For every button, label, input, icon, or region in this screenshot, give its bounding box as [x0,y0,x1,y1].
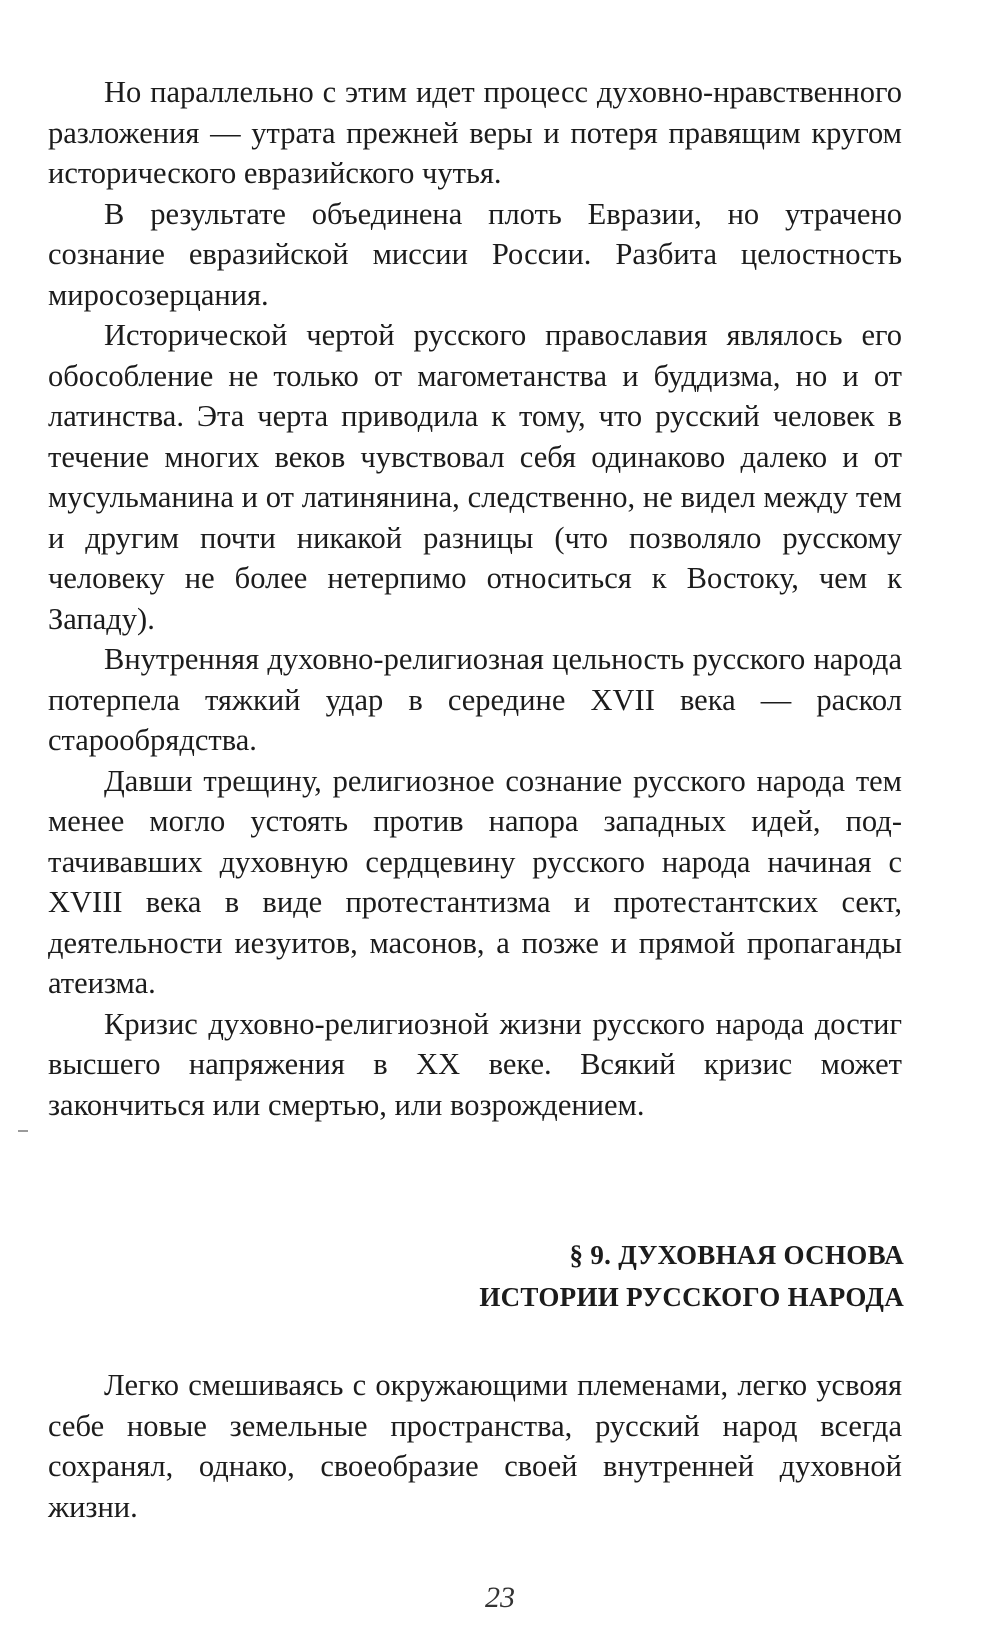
section-heading [479,1234,904,1318]
paragraph: Кризис духовно-религиозной жизни русского народа достиг высшего напряжения в XX веке. Всякий кризис может закончиться или смертью, или возрождением. [48,1006,902,1122]
paragraph: Исторической чертой русского православия являлось его обособление не только от магометанства и буддизма, но и от латинства. Эта черта приводила к тому, что русский человек в течение многих веков чувствовал себя одинаково далеко и от мусульманина и от латинянина, следственно, не видел между тем и другим почти никакой разницы (что позволяло русскому человеку не более нетерпимо относиться к Востоку, чем к Западу). [48,318,902,636]
paragraph: Но параллельно с этим идет процесс духовно-нравственного разложения — утрата прежней веры и потеря правящим кругом исторического евразийского чутья. [48,75,902,190]
section-heading-line-1: § 9. ДУХОВНАЯ ОСНОВА [569,1240,904,1270]
page-number: 23 [485,1581,515,1614]
paragraph: Давши трещину, религиозное сознание русского народа тем менее могло устоять против напора западных идей, подтачивавших духовную сердцевину русского народа начиная с XVIII века в виде протестантизма и протестантских сект, деятельности иезуитов, масонов, а позже и прямой пропаганды атеизма. [48,763,902,1000]
paragraph: Внутренняя духовно-религиозная цельность русского народа потерпела тяжкий удар в середине XVII века — раскол старообрядства. [48,642,902,757]
scan-artifact-mark [18,1130,28,1132]
paragraph: Легко смешиваясь с окружающими племенами, легко усвояя себе новые земельные пространства, русский народ всегда сохранял, однако, своеобразие своей внутренней духовной жизни. [48,1368,902,1524]
body-text-bottom [48,1365,902,1527]
body-text-top [48,72,902,1125]
section-heading-line-2: ИСТОРИИ РУССКОГО НАРОДА [479,1282,904,1312]
paragraph: В результате объединена плоть Евразии, но утрачено сознание евразийской миссии России. Разбита целостность миросозерцания. [48,196,902,312]
